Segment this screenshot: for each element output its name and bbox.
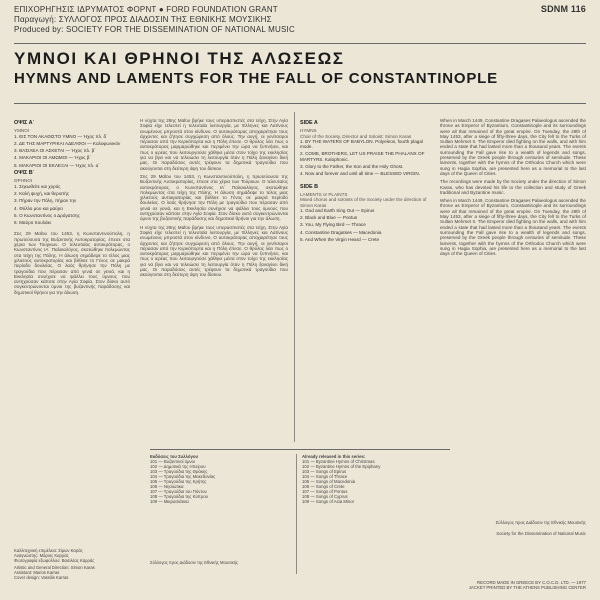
- production-english: Produced by: SOCIETY FOR THE DISSEMINATION OF NATIONAL MUSIC: [14, 25, 295, 34]
- track-item: 1. ΕΙΣ ΤΟΝ ΑΚΑΘΙΣΤΟ ΥΜΝΟ — Ήχος πλ. δ΄: [14, 133, 108, 139]
- header: [14, 4, 586, 34]
- english-catalog-list: [302, 454, 442, 574]
- track-item: 3. Glory to the Father, the Son and the Holy Ghost.: [300, 164, 404, 170]
- intro-paragraph-greek: Στις 29 Μαΐου του 1453, η Κωνσταντινούπολη, η πρωτεύουσα της Βυζαντινής Αυτοκρατορίας, έπεσε στα χέρια των Τούρκων. Ο τελευταίος αυτοκράτορας, ο Κωνσταντίνος ΙΑ΄ Παλαιολόγος, σκοτώθηκε πολεμώντας στα τείχη της Πόλης. Η άλωση σημάδεψε το τέλος μιας χιλιετούς αυτοκρατορίας και βύθισε το Γένος σε μακρά περίοδο δουλείας. Ο λαός θρήνησε την Πόλη με τραγούδια που πέρασαν από γενιά σε γενιά, και η Εκκλησία συνέχισε να ψάλλει τους ύμνους που αντηχούσαν κάποτε στην Αγία Σοφία. Στον δίσκο αυτό συγκεντρώνονται ύμνοι της βυζαντινής παράδοσης και δημοτικοί θρήνοι για την άλωση.: [14, 231, 130, 295]
- catalog-item: 107 — Τραγούδια του Πόντου: [150, 489, 207, 494]
- catalog-item: 109 — Songs of Asia Minor: [302, 499, 355, 504]
- title-rule: [14, 103, 586, 104]
- bottom-rule: [150, 449, 450, 450]
- record-note: RECORD MADE IN GREECE BY C.O.C.D. LTD. — 1977: [477, 580, 586, 585]
- side-a-subtitle-greek: ΥΜΝΟΙ: [14, 128, 30, 134]
- track-item: 2. Black and Blue — Pontus: [300, 215, 358, 221]
- essay-paragraph: When in March 1449, Constantine Dragases Palaeologus ascended the throne as Emperor of Byzantium, Constantinople and its surroundings were all that remained of the great empire. On Tuesday, the 29th of May 1453, after a siege of fifty-three days, the City fell to the Turks of Sultan Mehmet II. The Emperor died fighting on the walls, and with him ended a state that had lasted more than a thousand years. The events surrounding the Fall gave rise to a wealth of legends and songs, preserved by the Greek people through centuries of servitude. These laments, together with the hymns of the Orthodox Church which were sung in Hagia Sophia, are presented here as a memorial to the last days of the Queen of Cities.: [440, 118, 586, 176]
- track-item: 3. Πήραν την Πόλη, πήραν την: [14, 198, 77, 204]
- production-greek: Παραγωγή: ΣΥΛΛΟΓΟΣ ΠΡΟΣ ΔΙΑΔΟΣΙΝ ΤΗΣ ΕΘΝΙΚΗΣ ΜΟΥΣΙΚΗΣ: [14, 15, 272, 24]
- column-english-essay: [440, 118, 586, 448]
- credit-line-english: Cover design: Vassilis Karras: [14, 575, 69, 580]
- catalog-item: 108 — Songs of Cyprus: [302, 494, 348, 499]
- track-item: 1. BY THE WATERS OF BABYLON. Polyeleos, fourth plagal mode.: [300, 138, 423, 150]
- pressing-notes: [426, 580, 586, 590]
- english-catalog-heading: Already released in this series:: [302, 454, 366, 459]
- catalog-item: 109 — Μικρασιάτικα: [150, 499, 189, 504]
- side-b-intro: Mixed chorus and soloists of the Society under the direction of Simon Karas: [300, 197, 427, 208]
- track-item: 4. ΜΑΚΑΡΙΟΙ ΟΙ ΑΜΩΜΟΙ — Ήχος β΄: [14, 155, 91, 161]
- catalog-item: 102 — Byzantine Hymns of the Epiphany: [302, 464, 381, 469]
- credit-line-english: Artistic and General Direction: Simon Karas: [14, 565, 95, 570]
- catalog-item: 108 — Τραγούδια της Κύπρου: [150, 494, 208, 499]
- grant-line: [14, 5, 278, 14]
- catalog-number: SDNM 116: [540, 4, 586, 14]
- title-english: HYMNS AND LAMENTS FOR THE FALL OF CONSTANTINOPLE: [14, 70, 498, 87]
- catalog-item: 101 — Βυζαντινοί ύμνοι: [150, 459, 195, 464]
- column-greek-essay: [140, 118, 288, 448]
- grant-greek: ΕΠΙΧΟΡΗΓΗΣΙΣ ΙΔΡΥΜΑΤΟΣ ΦΟΡΝΤ: [14, 4, 157, 14]
- track-item: 6. Μαύρο πουλάκι: [14, 220, 51, 226]
- track-item: 2. Καλή ψυχή, και θεριστής: [14, 190, 70, 196]
- grant-english: FORD FOUNDATION GRANT: [166, 4, 278, 14]
- credit-line-english: Assistant: Marios Karras: [14, 570, 60, 575]
- credit-line: Φωτογραφία εξωφύλλου: Βασιλέας Καρράς: [14, 558, 95, 563]
- side-b-heading-greek: ΟΨΙΣ Β΄: [14, 170, 35, 177]
- column-greek-tracklist: [14, 118, 130, 448]
- track-item: 4. Constantine Dragatses — Macedonia: [300, 229, 382, 235]
- track-item: 1. God and Earth Sing Out — Epirus: [300, 207, 375, 213]
- catalog-item: 104 — Τραγούδια της Μακεδονίας: [150, 474, 216, 479]
- greek-catalog-list: [150, 454, 290, 574]
- catalog-item: 105 — Songs of Macedonia: [302, 479, 356, 484]
- catalog-item: 102 — Δημοτικά της Ηπείρου: [150, 464, 206, 469]
- essay-paragraph-2: The recordings were made by the Society under the direction of Simon Karas, who has devoted his life to the collection and study of Greek traditional and Byzantine music.: [440, 179, 586, 195]
- center-divider: [294, 112, 295, 442]
- essay-paragraph-greek-cont: Η νύχτα της 28ης Μαΐου βρήκε τους υπερασπιστές στα τείχη. Στην Αγία Σοφία είχε τελεστεί η τελευταία λειτουργία, με Έλληνες και Λατίνους ενωμένους μπροστά στον κίνδυνο. Ο αυτοκράτορας αποχαιρέτησε τους άρχοντες και ζήτησε συγχώρεση από όλους. Την αυγή, οι γενίτσαροι πέρασαν από την Κερκόπορτα και η Πόλη έπεσε. Ο θρύλος λέει πως ο αυτοκράτορας μαρμαρώθηκε και περιμένει την ώρα να ξυπνήσει, και πως ο ιερέας που λειτουργούσε χάθηκε μέσα στον τοίχο της εκκλησίας για να βγει και να τελειώσει τη λειτουργία όταν η Πόλη ξαναγίνει δική μας. Οι παραδόσεις αυτές τρέφουν τα δημοτικά τραγούδια που ακούγονται στη δεύτερη όψη του δίσκου.: [140, 224, 288, 278]
- track-item: 1. Σηκωθείτε και χορός: [14, 183, 61, 189]
- header-rule: [14, 43, 586, 44]
- bottom-divider: [296, 454, 297, 574]
- essay-paragraph-greek-repeat: Στις 29 Μαΐου του 1453, η Κωνσταντινούπολη, η πρωτεύουσα της Βυζαντινής Αυτοκρατορίας, έπεσε στα χέρια των Τούρκων. Ο τελευταίος αυτοκράτορας, ο Κωνσταντίνος ΙΑ΄ Παλαιολόγος, σκοτώθηκε πολεμώντας στα τείχη της Πόλης. Η άλωση σημάδεψε το τέλος μιας χιλιετούς αυτοκρατορίας και βύθισε το Γένος σε μακρά περίοδο δουλείας. Ο λαός θρήνησε την Πόλη με τραγούδια που πέρασαν από γενιά σε γενιά, και η Εκκλησία συνέχισε να ψάλλει τους ύμνους που αντηχούσαν κάποτε στην Αγία Σοφία. Στον δίσκο αυτό συγκεντρώνονται ύμνοι της βυζαντινής παράδοσης και δημοτικοί θρήνοι για την άλωση.: [140, 173, 288, 222]
- catalog-item: 106 — Songs of Crete: [302, 484, 345, 489]
- track-item: 3. ΒΑΣΙΛΕΑ ΟΙ ΑΣΚΕΤΑΙ — Ήχος πλ. β΄: [14, 148, 96, 154]
- credits-block: [14, 548, 144, 580]
- column-english-tracklist: [300, 118, 430, 448]
- side-a-heading: SIDE A: [300, 120, 318, 126]
- track-item: 5. ΜΑΚΑΡΙΟΙ ΟΙ ΕΚΛΕΞΑΙ — Ήχος πλ. α΄: [14, 162, 100, 168]
- side-b-heading: SIDE B: [300, 183, 318, 190]
- header-top: [14, 4, 586, 14]
- essay-paragraph-repeat: When in March 1449, Constantine Dragases Palaeologus ascended the throne as Emperor of Byzantium, Constantinople and its surroundings were all that remained of the great empire. On Tuesday, the 29th of May 1453, after a siege of fifty-three days, the City fell to the Turks of Sultan Mehmet II. The Emperor died fighting on the walls, and with him ended a state that had lasted more than a thousand years. The events surrounding the Fall gave rise to a wealth of legends and songs, preserved by the Greek people through centuries of servitude. These laments, together with the hymns of the Orthodox Church which were sung in Hagia Sophia, are presented here as a memorial to the last days of the Queen of Cities.: [440, 198, 586, 257]
- society-greek: Σύλλογος προς Διάδοσιν της Εθνικής Μουσικής: [495, 520, 586, 525]
- catalog-item: 101 — Byzantine Hymns of Christmas: [302, 459, 375, 464]
- catalog-item: 106 — Νησιώτικα: [150, 484, 184, 489]
- jacket-note: JACKET PRINTED BY THE ATHENS PUBLISHING CENTER: [468, 585, 586, 590]
- society-english: Society for the Dissemination of National Music: [496, 531, 586, 536]
- side-b-subtitle-greek: ΘΡΗΝΟΙ: [14, 178, 33, 184]
- catalog-item: 104 — Songs of Thrace: [302, 474, 348, 479]
- side-a-heading-greek: ΟΨΙΣ Α΄: [14, 120, 35, 126]
- track-item: 5. Ο Κωνσταντίνος ο Δράγατσης: [14, 212, 80, 218]
- society-address: [446, 520, 586, 536]
- track-item: 2. ΔΕ ΤΗΣ ΜΑΡΤΥΡΙΚΑΙ ΑΔΕΛΦΟΙ — Καλοφωνικόν: [14, 140, 121, 146]
- track-item: 3. You, My Flying Bird — Thrace: [300, 222, 366, 228]
- track-item: 2. COME, BROTHERS, LET US PRAISE THE PHALANX OF MARTYRS. Kalophonic.: [300, 151, 425, 162]
- essay-paragraph-greek: Η νύχτα της 28ης Μαΐου βρήκε τους υπερασπιστές στα τείχη. Στην Αγία Σοφία είχε τελεστεί η τελευταία λειτουργία, με Έλληνες και Λατίνους ενωμένους μπροστά στον κίνδυνο. Ο αυτοκράτορας αποχαιρέτησε τους άρχοντες και ζήτησε συγχώρεση από όλους. Την αυγή, οι γενίτσαροι πέρασαν από την Κερκόπορτα και η Πόλη έπεσε. Ο θρύλος λέει πως ο αυτοκράτορας μαρμαρώθηκε και περιμένει την ώρα να ξυπνήσει, και πως ο ιερέας που λειτουργούσε χάθηκε μέσα στον τοίχο της εκκλησίας για να βγει και να τελειώσει τη λειτουργία όταν η Πόλη ξαναγίνει δική μας. Οι παραδόσεις αυτές τρέφουν τα δημοτικά τραγούδια που ακούγονται στη δεύτερη όψη του δίσκου.: [140, 118, 288, 171]
- track-item: 5. And When the Virgin Heard — Crete: [300, 237, 380, 243]
- track-item: 4. Φύλλο μου και μαύρο: [14, 205, 63, 211]
- side-b-subtitle: LAMENTS or PLAINTS: [300, 191, 348, 197]
- side-a-intro: Choir of the Society, Director and Soloist: Simon Karas: [300, 133, 412, 139]
- credit-line: Αναγνώστης: Μάριος Καρράς: [14, 553, 69, 558]
- catalog-item: 103 — Songs of Epirus: [302, 469, 347, 474]
- greek-society-footer: Σύλλογος προς Διάδοσιν της Εθνικής Μουσικής: [150, 560, 239, 565]
- bullet-separator: ●: [158, 4, 167, 14]
- side-a-subtitle: HYMNS: [300, 128, 317, 134]
- catalog-item: 107 — Songs of Pontus: [302, 489, 348, 494]
- title-greek: ΥΜΝΟΙ ΚΑΙ ΘΡΗΝΟΙ ΤΗΣ ΑΛΩΣΕΩΣ: [14, 49, 345, 68]
- credit-line: Καλλιτεχνική επιμέλεια: Σίμων Καράς: [14, 548, 83, 553]
- catalog-item: 103 — Τραγούδια της Θράκης: [150, 469, 208, 474]
- greek-catalog-heading: Εκδόσεις του Συλλόγου: [150, 454, 199, 459]
- catalog-item: 105 — Τραγούδια της Κρήτης: [150, 479, 207, 484]
- track-item: 4. Now and forever and until all time — BLESSED VIRGIN.: [300, 171, 420, 177]
